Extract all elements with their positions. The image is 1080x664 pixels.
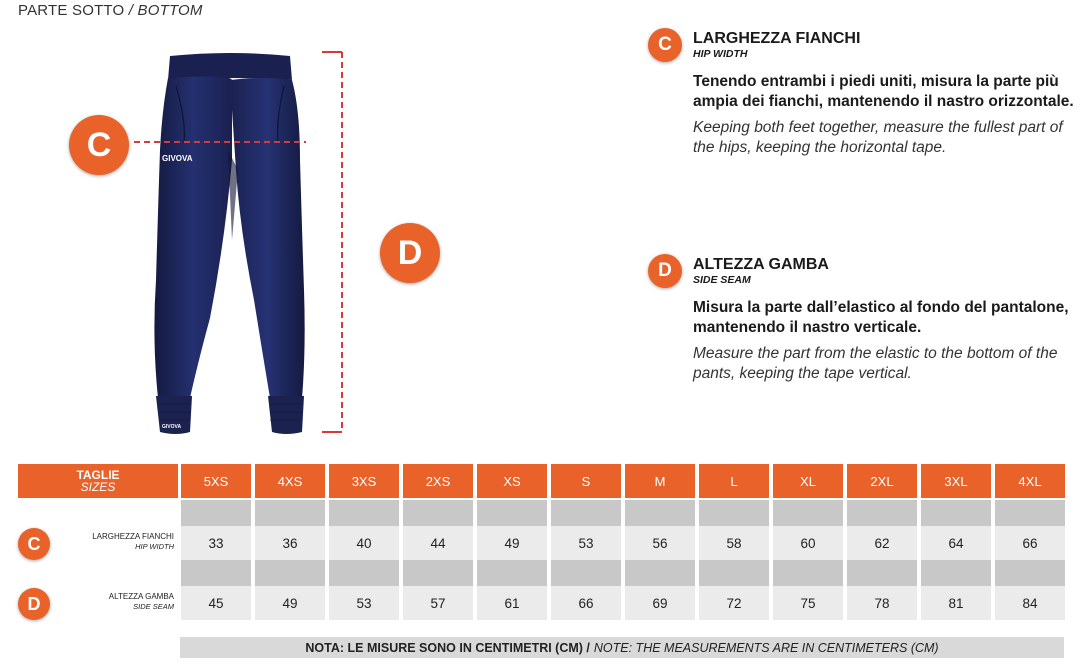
badge-d: D [648,254,682,288]
table-spacer-cell [477,500,547,528]
size-header-cell: 4XL [995,464,1065,498]
info-d-text-en: Measure the part from the elastic to the bottom of the pants, keeping the tape vertical. [693,345,1058,382]
table-spacer-cell [995,560,1065,588]
pants-waistband [168,53,292,80]
info-d-text-it: Misura la parte dall’elastico al fondo del pantalone, mantenendo il nastro verticale. [693,299,1069,336]
badge-c: C [648,28,682,62]
note-text-it: NOTA: LE MISURE SONO IN CENTIMETRI (CM) / [305,640,590,655]
size-header-cell: XS [477,464,547,498]
table-spacer-cell [477,560,547,588]
size-header-cell: 3XS [329,464,399,498]
side-seam-value-cell: 53 [329,586,399,620]
size-header-cell: S [551,464,621,498]
hip-width-value-cell: 49 [477,526,547,560]
table-spacer-cell [255,560,325,588]
info-hip-width [648,28,1080,158]
brand-logo-cuff: GIVOVA [162,424,182,430]
size-header-cell: L [699,464,769,498]
table-spacer-cell [181,500,251,528]
table-spacer-cell [181,560,251,588]
side-seam-value-cell: 75 [773,586,843,620]
info-d-subtitle: SIDE SEAM [693,274,751,286]
table-spacer-cell [551,560,621,588]
pants-right-leg [230,78,305,398]
side-seam-value-cell: 66 [551,586,621,620]
size-header-cell: M [625,464,695,498]
table-spacer-cell [699,500,769,528]
info-c-subtitle: HIP WIDTH [693,48,748,60]
table-spacer-cell [699,560,769,588]
hip-width-value-cell: 64 [921,526,991,560]
table-spacer-cell [773,500,843,528]
badge-c-row: C [18,528,50,560]
table-spacer-cell [329,500,399,528]
row-c-label-en: HIP WIDTH [135,542,174,551]
hip-width-value-cell: 58 [699,526,769,560]
table-spacer-cell [847,500,917,528]
side-seam-value-cell: 57 [403,586,473,620]
size-header-cell: 5XS [181,464,251,498]
side-seam-value-cell: 61 [477,586,547,620]
brand-logo: GIVOVA [162,154,193,163]
hip-width-value-cell: 40 [329,526,399,560]
table-spacer-cell [921,560,991,588]
row-d-label-en: SIDE SEAM [133,602,174,611]
size-header-cell: 2XL [847,464,917,498]
side-seam-value-cell: 69 [625,586,695,620]
badge-d-row: D [18,588,50,620]
side-seam-value-cell: 78 [847,586,917,620]
row-label-side-seam [18,586,178,620]
size-header-cell: 3XL [921,464,991,498]
row-c-label-it: LARGHEZZA FIANCHI [92,532,174,541]
table-spacer-cell [403,560,473,588]
hip-width-value-cell: 60 [773,526,843,560]
info-c-title: LARGHEZZA FIANCHI [693,30,861,47]
badge-d-figure: D [380,223,440,283]
row-d-label-it: ALTEZZA GAMBA [108,592,174,601]
table-header-it: TAGLIE [76,468,120,482]
table-spacer-cell [403,500,473,528]
hip-width-value-cell: 44 [403,526,473,560]
size-header-cell: 2XS [403,464,473,498]
table-spacer-cell [847,560,917,588]
row-label-hip-width [18,526,178,560]
section-title-separator: / [128,2,134,19]
info-d-title: ALTEZZA GAMBA [693,256,829,273]
hip-width-value-cell: 53 [551,526,621,560]
pants-figure [0,0,360,440]
note-text-en: NOTE: THE MEASUREMENTS ARE IN CENTIMETERS (CM) [593,640,939,655]
info-side-seam [648,254,1080,384]
info-c-text-it: Tenendo entrambi i piedi uniti, misura la parte più ampia dei fianchi, mantenendo il nastro orizzontale. [693,73,1074,110]
table-spacer-cell [329,560,399,588]
hip-width-value-cell: 62 [847,526,917,560]
table-spacer-cell [551,500,621,528]
table-header-en: SIZES [80,480,116,494]
table-spacer-cell [921,500,991,528]
size-header-cell: XL [773,464,843,498]
table-header-sizes [18,464,178,498]
note-bar [180,637,1064,658]
hip-width-value-cell: 36 [255,526,325,560]
table-spacer-cell [625,500,695,528]
pants-left-leg [154,76,232,398]
section-title-en: BOTTOM [137,2,203,19]
side-seam-value-cell: 49 [255,586,325,620]
table-spacer-cell [255,500,325,528]
hip-width-value-cell: 66 [995,526,1065,560]
side-seam-value-cell: 45 [181,586,251,620]
size-table [0,464,1080,624]
side-seam-value-cell: 72 [699,586,769,620]
pants-right-cuff [268,396,304,434]
hip-width-value-cell: 56 [625,526,695,560]
badge-c-figure: C [69,115,129,175]
section-title-it: PARTE SOTTO [18,2,125,19]
table-spacer-cell [773,560,843,588]
hip-width-value-cell: 33 [181,526,251,560]
side-seam-value-cell: 84 [995,586,1065,620]
size-header-cell: 4XS [255,464,325,498]
side-seam-value-cell: 81 [921,586,991,620]
info-c-text-en: Keeping both feet together, measure the fullest part of the hips, keeping the horizontal tape. [693,119,1063,156]
table-spacer-cell [625,560,695,588]
table-spacer-cell [995,500,1065,528]
pants-illustration [0,0,360,440]
